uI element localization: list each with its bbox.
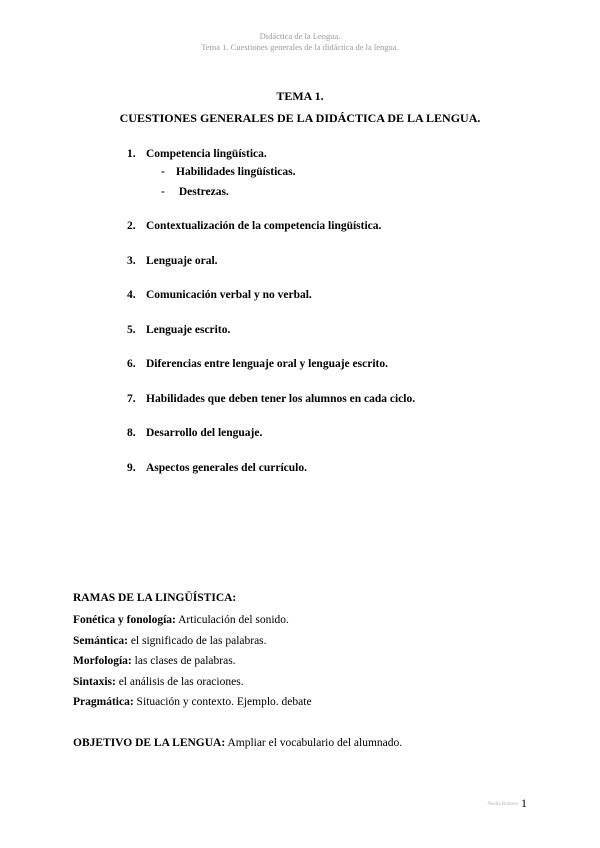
outline-label: Lenguaje escrito.: [146, 323, 231, 336]
branch-row: [73, 651, 312, 672]
subitem-label: Destrezas.: [178, 186, 229, 198]
outline-number: 2.: [127, 220, 136, 232]
header-topic: Tema 1. Cuestiones generales de la didáctica de la lengua.: [201, 42, 399, 52]
outline-label: Lenguaje oral.: [146, 254, 218, 267]
outline-item: [127, 391, 415, 426]
outline-label: Comunicación verbal y no verbal.: [146, 289, 312, 301]
outline-number: 6.: [127, 358, 136, 370]
outline-item: [127, 146, 415, 218]
outline-label: Competencia lingüística.: [146, 148, 267, 160]
outline-number: 3.: [127, 254, 136, 267]
outline-label: Habilidades que deben tener los alumnos en cada ciclo.: [146, 392, 416, 405]
title-line-2: CUESTIONES GENERALES DE LA DIDÁCTICA DE LA LENGUA.: [119, 111, 481, 125]
outline-number: 8.: [127, 427, 136, 439]
branch-term: Morfología:: [73, 655, 132, 667]
outline-item: [127, 287, 415, 322]
branch-definition: el análisis de las oraciones.: [118, 675, 244, 688]
outline-item: [127, 218, 415, 253]
outline-number: 5.: [127, 323, 136, 336]
outline-label: Diferencias entre lenguaje oral y lenguaje escrito.: [146, 358, 388, 370]
branch-row: [73, 692, 312, 713]
page-footer: [487, 796, 527, 811]
branch-definition: Situación y contexto. Ejemplo. debate: [136, 696, 312, 708]
branch-term: Semántica:: [73, 634, 128, 647]
outline-item: [127, 460, 415, 495]
page-number: 1: [521, 796, 527, 810]
outline-item: [127, 253, 415, 288]
objective-term: OBJETIVO DE LA LENGUA:: [73, 737, 226, 749]
page-title: [0, 85, 600, 129]
branch-row: [73, 631, 312, 652]
outline-label: Desarrollo del lenguaje.: [146, 427, 263, 439]
outline-item: [127, 322, 415, 357]
subitem-label: Habilidades lingüísticas.: [176, 166, 296, 178]
topic-outline: [127, 146, 415, 494]
outline-number: 9.: [127, 461, 136, 474]
objective-definition: Ampliar el vocabulario del alumnado.: [227, 737, 403, 749]
outline-subitem: - Habilidades lingüísticas.: [161, 166, 296, 178]
objective-line: [73, 737, 402, 749]
outline-item: [127, 425, 415, 460]
outline-label: Contextualización de la competencia lingüística.: [146, 220, 382, 232]
section-heading: RAMAS DE LA LINGÜÍSTICA:: [73, 592, 237, 604]
outline-number: 1.: [127, 148, 136, 160]
branch-term: Sintaxis:: [73, 675, 116, 688]
branch-row: [73, 610, 312, 631]
linguistics-branches: [73, 588, 312, 713]
outline-label: Aspectos generales del currículo.: [146, 461, 307, 474]
outline-item: [127, 356, 415, 391]
branch-definition: el significado de las palabras.: [130, 634, 267, 647]
outline-number: 4.: [127, 289, 136, 301]
branch-term: Fonética y fonología:: [73, 614, 176, 626]
branch-definition: Articulación del sonido.: [178, 614, 289, 626]
page-header: [0, 31, 600, 53]
outline-number: 7.: [127, 392, 136, 405]
branch-row: [73, 672, 312, 693]
branch-term: Pragmática:: [73, 696, 134, 708]
outline-subitem: - Destrezas.: [161, 186, 229, 198]
header-subject: Didáctica de la Lengua.: [259, 31, 341, 41]
footer-author: Noelia Romero: [487, 801, 518, 807]
branch-definition: las clases de palabras.: [134, 655, 236, 667]
title-line-1: TEMA 1.: [276, 89, 324, 103]
